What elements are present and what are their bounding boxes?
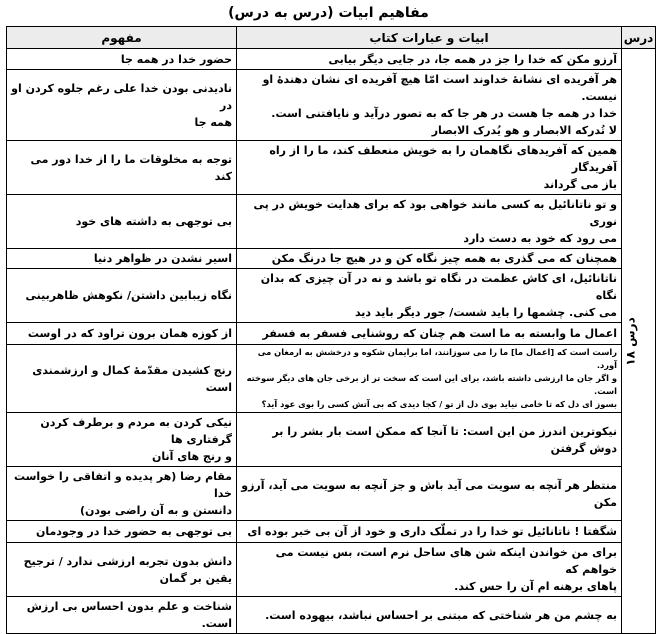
table-row [7, 323, 656, 345]
concept-line: دانش بدون تجربه ارزشی ندارد / ترجیح [23, 554, 232, 568]
verse-line: خدا در همه جا هست در هر جا که به تصور درآید و نایافتنی است. [271, 107, 617, 120]
verse-cell [237, 323, 622, 345]
concept-line: بی توجهی به داشته های خود [75, 215, 232, 228]
header-verses: ابیات و عبارات کتاب [237, 27, 622, 49]
concept-line: نیکی کردن به مردم و برطرف کردن گرفتاری ها [40, 416, 232, 446]
concept-cell [7, 413, 237, 467]
concept-cell [7, 249, 237, 269]
verse-line: منتظر هر آنچه به سویت می آید باش و جز آنچه به سویت می آید، آرزو مکن [241, 478, 617, 509]
verse-cell [237, 249, 622, 269]
lesson-label: درس ۱۸ [623, 316, 638, 366]
verse-line: راست است که [اعمال ما] ما را می سوزانند، اما برایمان شکوه و درخشش به ارمغان می آورد. [257, 347, 617, 370]
concept-cell [7, 543, 237, 597]
table-row [7, 543, 656, 597]
table-row [7, 269, 656, 323]
table-row [7, 345, 656, 413]
header-lesson: درس [622, 27, 656, 49]
verse-line: همچنان که می گذری به همه چیز نگاه کن و در هیچ جا درنگ مکن [271, 252, 617, 265]
concept-cell [7, 345, 237, 413]
concept-cell [7, 467, 237, 521]
concept-line: و رنج های آنان [152, 450, 232, 463]
concept-line: رنج کشیدن مقدّمهٔ کمال و ارزشمندی است [32, 363, 232, 394]
lesson-cell [622, 49, 656, 634]
verse-line: می کنی. چشمها را باید شست/ جور دیگر باید دید [354, 306, 617, 319]
concept-line: دانستن و به آن راضی بودن) [79, 504, 232, 517]
verse-line: همین که آفریدهای نگاهمان را به خویش منعطف کند، ما را از راه آفریدگار [269, 144, 617, 174]
table-row [7, 597, 656, 634]
verse-cell [237, 345, 622, 413]
concept-cell [7, 195, 237, 249]
verse-line: لا تُدرکه الابصار و هو یُدرک الابصار [431, 124, 617, 137]
concept-cell [7, 269, 237, 323]
verse-line: شگفتا ! ناتانائیل تو خدا را در تملّک داری و خود از آن بی خبر بوده ای [247, 525, 617, 538]
concept-cell [7, 141, 237, 195]
concept-cell [7, 597, 237, 634]
verse-line: و تو ناتانائیل به کسی مانند خواهی بود که برای هدایت خویش در پی نوری [253, 198, 617, 228]
concept-line: اسیر نشدن در ظواهر دنیا [93, 252, 232, 265]
verse-line: بسوز ای دل که تا خامی نیاید بوی دل از تو / کجا دیدی که بی آتش کسی را بوی عود آید؟ [261, 399, 617, 409]
header-concept: مفهوم [7, 27, 237, 49]
concept-cell [7, 323, 237, 345]
concept-line: شناخت و علم بدون احساس بی ارزش است. [26, 600, 232, 630]
concept-cell [7, 49, 237, 70]
table-row [7, 249, 656, 269]
verse-cell [237, 269, 622, 323]
verse-cell [237, 49, 622, 70]
concept-line: توجه به مخلوقات ما را از خدا دور می کند [30, 152, 232, 183]
verse-line: باز می گرداند [543, 178, 617, 191]
table-row [7, 141, 656, 195]
verse-cell [237, 413, 622, 467]
table-row [7, 521, 656, 543]
concept-line: یقین بر گمان [159, 571, 232, 585]
page-title: مفاهیم ابیات (درس به درس) [228, 5, 429, 21]
verse-line: اعمال ما وابسته به ما است هم چنان که روشنایی فسفر به فسفر [262, 327, 617, 340]
table-row [7, 413, 656, 467]
verse-line: ناتانائیل، ای کاش عظمت در نگاه تو باشد و نه در آن چیزی که بدان نگاه [260, 272, 617, 302]
table-header-row [7, 27, 656, 49]
verse-cell [237, 597, 622, 634]
verse-line: نیکوترین اندرز من این است: تا آنجا که ممکن است بار بشر را بر دوش گرفتن [272, 424, 617, 455]
table-row [7, 70, 656, 141]
verse-line: می رود که خود به دست دارد [463, 232, 617, 245]
concept-line: مقام رضا (هر پدیده و اتفاقی را خواست خدا [13, 470, 232, 500]
verse-line: برای من خواندن اینکه شن های ساحل نرم است، بس نیست می خواهم که [275, 546, 617, 576]
concept-line: حضور خدا در همه جا [120, 52, 232, 66]
concept-line: نگاه زیبابین داشتن/ نکوهش ظاهربینی [25, 289, 232, 302]
verse-line: به چشم من هر شناختی که مبتنی بر احساس نباشد، بیهوده است. [265, 608, 617, 622]
concept-line: نادیدنی بودن خدا علی رغم جلوه کردن او در [11, 81, 232, 112]
table-row [7, 467, 656, 521]
concept-line: بی توجهی به حضور خدا در وجودمان [35, 525, 232, 538]
verse-line: آرزو مکن که خدا را جز در همه جا، در جایی دیگر بیابی [328, 52, 617, 66]
concept-cell [7, 521, 237, 543]
concept-cell [7, 70, 237, 141]
verse-cell [237, 467, 622, 521]
table-body [7, 49, 656, 634]
concepts-table [6, 26, 656, 634]
table-row [7, 195, 656, 249]
verse-line: پاهای برهنه ام آن را حس کند. [454, 580, 617, 593]
verse-cell [237, 543, 622, 597]
verse-cell [237, 70, 622, 141]
verse-cell [237, 141, 622, 195]
table-row [7, 49, 656, 70]
verse-cell [237, 521, 622, 543]
concept-line: همه جا [194, 115, 232, 129]
verse-line: و اگر جان ما ارزشی داشته باشد، برای این است که سخت تر از برخی جان های دیگر سوخته است. [246, 373, 617, 396]
verse-line: هر آفریده ای نشانهٔ خداوند است امّا هیچ آفریده ای نشان دهندهٔ او نیست. [262, 73, 617, 103]
verse-cell [237, 195, 622, 249]
concept-line: از کوزه همان برون تراود که در اوست [27, 327, 232, 340]
